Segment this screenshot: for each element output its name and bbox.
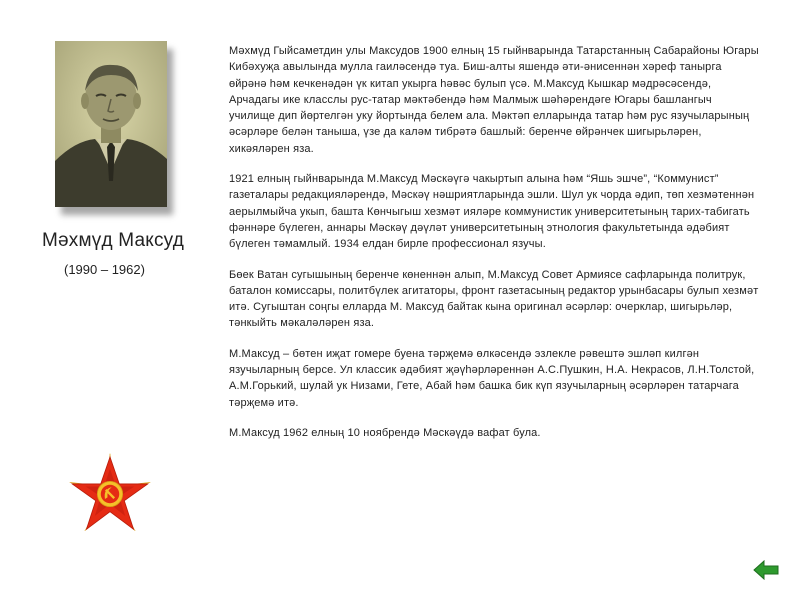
person-years: (1990 – 1962) (64, 262, 145, 277)
order-star-icon (68, 452, 152, 536)
paragraph-3: Бөек Ватан сугышының беренче көненнән алып, М.Максуд Совет Армиясе сафларында политрук, баталон комиссары, политбүлек агитаторы, фронт газетасының редактор урынбасары булып хезмәт итә. Сугыштан соңгы елларда М. Максуд байтак кына оригинал әсәрләр: очерклар, шигырьләр, тәнкыйть мәкаләләрен яза. (229, 268, 759, 330)
back-arrow-icon[interactable] (753, 560, 779, 580)
biography-text (229, 43, 759, 455)
person-name: Мәхмүд Максуд (42, 230, 185, 251)
portrait-photo (55, 41, 167, 207)
paragraph-4: М.Максуд – бөтен иҗат гомере буена тәрҗемә өлкәсендә эзлекле рәвештә эшләп килгән язучыларның берсе. Ул классик әдәбият җәүһәрләреннән А.С.Пушкин, Н.А. Некрасов, Л.Н.Толстой, А.М.Горький, шулай ук Низами, Гете, Абай һәм башка бик күп язучыларның әсәрләрен татарчага тәрҗемә итә. (229, 347, 755, 409)
paragraph-5: М.Максуд 1962 елның 10 ноябрендә Мәскәүдә вафат була. (229, 426, 541, 439)
paragraph-1: Мәхмүд Гыйсаметдин улы Максудов 1900 елның 15 гыйнварында Татарстанның Сабарайоны Югары Кибәхуҗа авылында мулла гаиләсендә туа. Биш-алты яшендә әти-әнисеннән хәреф танырга өйрәнә һәм кечкенәдән үк китап укырга һәвәс булып үсә. М.Максуд Кышкар мәдрәсәсендә, Арчадагы ике класслы рус-татар мәктәбендә һәм Малмыж шәһәрендәге Югары башлангыч училище дип йөртелгән уку йортында белем ала. Мәктәп елларында татар һәм рус язучыларының әсәрләре белән таныша, үзе да каләм тибрәтә башлый: беренче өйрәнчек шигырьләрен, хикәяләрен яза. (229, 45, 759, 155)
paragraph-2: 1921 елның гыйнварында М.Максуд Мәскәүгә чакыртып алына һәм “Яшь эшче”, “Коммунист” газеталары редакцияләрендә, Мәскәү нәшриятларында эшли. Шул ук чорда әдип, төп хезмәтеннән аерылмыйча укып, башта Көнчыгыш хезмәт ияләре коммунистик университетының тарих-табигать фәннәре бүлеген, аннары Мәскәү дәүләт университетының этнология факультетында әдәбият бүлеген тәмамлый. 1934 елдан бирле профессионал язучы. (229, 173, 755, 251)
